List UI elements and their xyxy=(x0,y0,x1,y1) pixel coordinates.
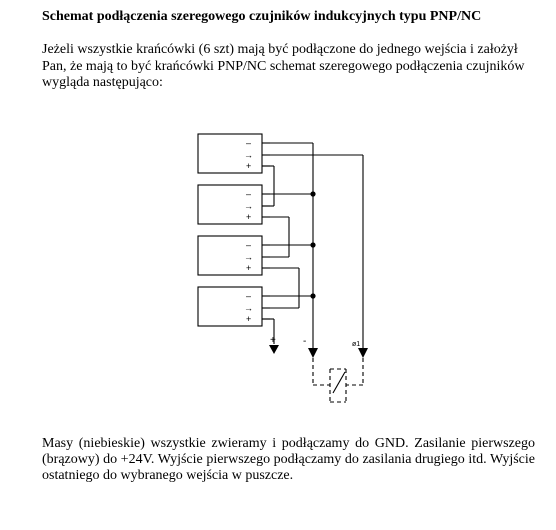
plus-terminal-arrow xyxy=(269,345,279,354)
svg-text:+: + xyxy=(246,263,252,273)
outro-paragraph: Masy (niebieskie) wszystkie zwieramy i podłączamy do GND. Zasilanie pierwszego (brązowy) do +24V. Wyjście pierwszego podłączamy do zasilania drugiego itd. Wyjście ostatniego do wybranego wejścia w puszcze. xyxy=(42,436,535,483)
pin-stubs xyxy=(262,143,270,319)
document-title: Schemat podłączenia szeregowego czujników indukcyjnych typu PNP/NC xyxy=(42,9,482,24)
svg-text:–: – xyxy=(246,138,252,148)
svg-text:+: + xyxy=(246,314,252,324)
ground-wires xyxy=(262,143,313,352)
pin-labels xyxy=(244,138,253,324)
output-terminal-arrow xyxy=(358,348,368,358)
minus-terminal-label: - xyxy=(303,336,307,347)
plus-terminal-label: + xyxy=(270,335,276,346)
intro-paragraph: Jeżeli wszystkie krańcówki (6 szt) mają być podłączone do jednego wejścia i założył Pan, że mają to być krańcówki PNP/NC schemat szeregowego podłączenia czujników wygląda następująco: xyxy=(42,42,525,90)
switch-contact xyxy=(333,372,345,393)
svg-text:–: – xyxy=(246,189,252,199)
svg-text:→: → xyxy=(244,252,253,262)
output-terminal-label: ø1 xyxy=(352,341,361,348)
svg-text:–: – xyxy=(246,291,252,301)
svg-text:→: → xyxy=(244,150,253,160)
svg-text:→: → xyxy=(244,303,253,313)
svg-text:–: – xyxy=(246,240,252,250)
svg-text:→: → xyxy=(244,201,253,211)
svg-text:+: + xyxy=(246,212,252,222)
dashed-switch-block xyxy=(313,358,363,402)
minus-terminal-arrow xyxy=(308,348,318,358)
svg-text:+: + xyxy=(246,161,252,171)
